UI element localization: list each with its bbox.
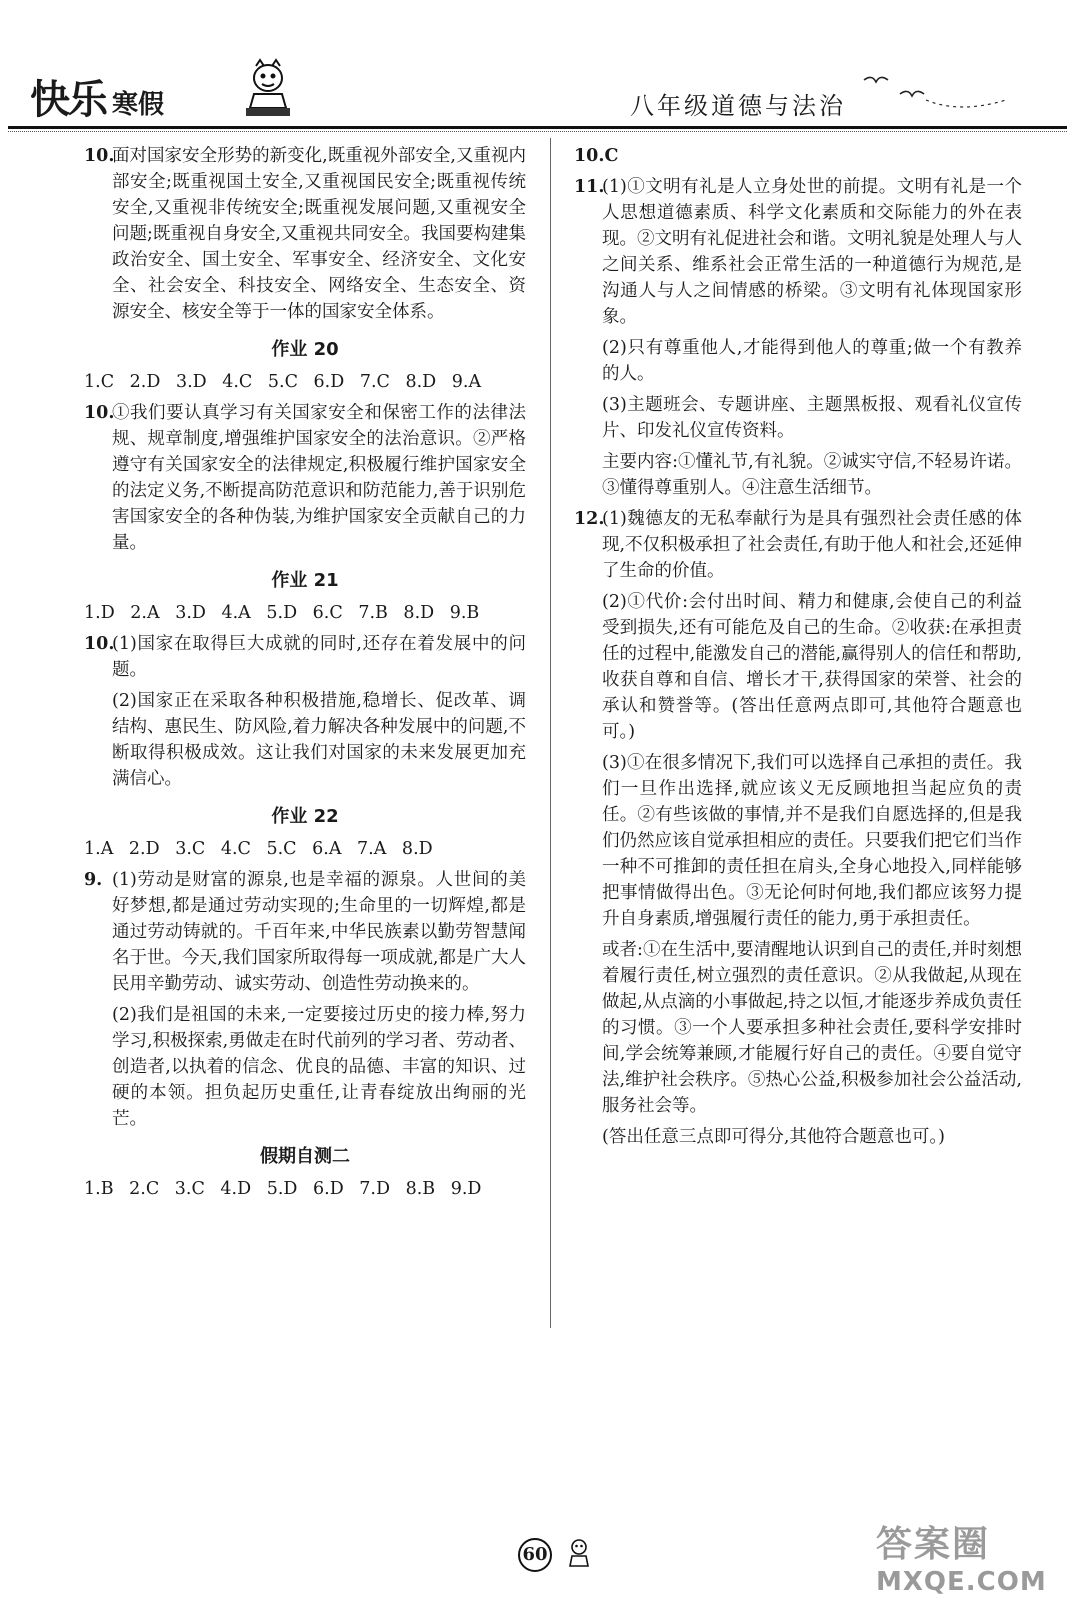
answer-item	[84, 631, 526, 683]
answer-paragraph: (答出任意三点即可得分,其他符合题意也可。)	[602, 1127, 945, 1147]
choice-answers: 10.C	[574, 146, 619, 166]
answer-paragraph: (3)主题班会、专题讲座、主题黑板报、观看礼仪宣传片、印发礼仪宣传资料。	[602, 395, 1022, 441]
question-number: 10.	[84, 146, 115, 166]
page-header	[0, 0, 1075, 132]
section-heading: 作业 21	[271, 570, 339, 591]
section-heading: 作业 22	[271, 806, 339, 827]
choice-answers: 1.B 2.C 3.C 4.D 5.D 6.D 7.D 8.B 9.D	[84, 1179, 482, 1199]
answer-item	[84, 867, 526, 997]
answer-item	[574, 506, 1022, 584]
choice-answers: 1.A 2.D 3.C 4.C 5.C 6.A 7.A 8.D	[84, 839, 433, 859]
footer-mascot-icon	[566, 1538, 592, 1570]
watermark-url: MXQE.COM	[876, 1567, 1047, 1597]
question-number: 10.	[84, 403, 115, 423]
header-rule	[8, 126, 1067, 129]
watermark-title: 答案圈	[876, 1524, 991, 1565]
answer-item	[574, 174, 1022, 330]
answer-paragraph: 或者:①在生活中,要清醒地认识到自己的责任,并时刻想着履行责任,树立强烈的责任意识。②从我做起,从现在做起,从点滴的小事做起,持之以恒,才能逐步养成负责任的习惯。③一个人要承担多种社会责任,要科学安排时间,学会统筹兼顾,才能履行好自己的责任。④要自觉守法,维护社会秩序。⑤热心公益,积极参加社会公益活动,服务社会等。	[602, 940, 1022, 1116]
subject-title: 八年级道德与法治	[630, 92, 846, 120]
logo-sub-text: 寒假	[112, 90, 165, 120]
answer-text: (1)魏德友的无私奉献行为是具有强烈社会责任感的体现,不仅积极承担了社会责任,有助于他人和社会,还延伸了生命的价值。	[602, 509, 1022, 581]
answer-text: (1)①文明有礼是人立身处世的前提。文明有礼是一个人思想道德素质、科学文化素质和交际能力的外在表现。②文明有礼促进社会和谐。文明礼貌是处理人与人之间关系、维系社会正常生活的一种道德行为规范,是沟通人与人之间情感的桥梁。③文明有礼体现国家形象。	[602, 177, 1022, 327]
answer-paragraph: (3)①在很多情况下,我们可以选择自己承担的责任。我们一旦作出选择,就应该义无反顾地担当起应负的责任。②有些该做的事情,并不是我们自愿选择的,但是我们仍然应该自觉承担相应的责任。只要我们把它们当作一种不可推卸的责任担在肩头,全身心地投入,同样能够把事情做得出色。③无论何时何地,我们都应该努力提升自身素质,增强履行责任的能力,勇于承担责任。	[602, 753, 1022, 929]
answer-text: 面对国家安全形势的新变化,既重视外部安全,又重视内部安全;既重视国土安全,又重视国民安全;既重视传统安全,又重视非传统安全;既重视发展问题,又重视安全问题;既重视自身安全,又重视共同安全。我国要构建集政治安全、国土安全、军事安全、经济安全、文化安全、社会安全、科技安全、网络安全、生态安全、资源安全、核安全等于一体的国家安全体系。	[112, 146, 526, 322]
answer-item	[84, 400, 526, 556]
page-number	[518, 1538, 552, 1572]
answer-text: (1)劳动是财富的源泉,也是幸福的源泉。人世间的美好梦想,都是通过劳动实现的;生命里的一切辉煌,都是通过劳动铸就的。千百年来,中华民族素以勤劳智慧闻名于世。今天,我们国家所取得每一项成就,都是广大人民用辛勤劳动、诚实劳动、创造性劳动换来的。	[112, 870, 526, 994]
section-heading: 作业 20	[271, 339, 339, 360]
choice-answers: 1.C 2.D 3.D 4.C 5.C 6.D 7.C 8.D 9.A	[84, 372, 482, 392]
question-number: 11.	[574, 177, 605, 197]
birds-decoration-icon	[860, 70, 1010, 120]
page-number-circle: 60	[518, 1538, 552, 1572]
header-dotted-rule	[8, 131, 1067, 132]
answer-paragraph: (2)①代价:会付出时间、精力和健康,会使自己的利益受到损失,还有可能危及自己的生命。②收获:在承担责任的过程中,能激发自己的潜能,赢得别人的信任和帮助,收获自尊和自信、增长才干,获得国家的荣誉、社会的承认和赞誉等。(答出任意两点即可,其他符合题意也可。)	[602, 592, 1022, 742]
answer-text: (1)国家在取得巨大成就的同时,还存在着发展中的问题。	[112, 634, 526, 680]
logo-main-text: 快乐	[30, 77, 106, 123]
answer-paragraph: (2)只有尊重他人,才能得到他人的尊重;做一个有教养的人。	[602, 338, 1022, 384]
watermark	[876, 1516, 1047, 1597]
choice-answers: 1.D 2.A 3.D 4.A 5.D 6.C 7.B 8.D 9.B	[84, 603, 480, 623]
left-column	[84, 138, 526, 1207]
answer-paragraph: (2)国家正在采取各种积极措施,稳增长、促改革、调结构、惠民生、防风险,着力解决各种发展中的问题,不断取得积极成效。这让我们对国家的未来发展更加充满信心。	[112, 691, 526, 789]
question-number: 12.	[574, 509, 605, 529]
right-column	[574, 138, 1022, 1155]
answer-text: ①我们要认真学习有关国家安全和保密工作的法律法规、规章制度,增强维护国家安全的法治意识。②严格遵守有关国家安全的法律规定,积极履行维护国家安全的法定义务,不断提高防范意识和防范能力,善于识别危害国家安全的各种伪装,为维护国家安全贡献自己的力量。	[112, 403, 526, 553]
question-number: 10.	[84, 634, 115, 654]
mascot-icon	[238, 58, 298, 120]
answer-paragraph: 主要内容:①懂礼节,有礼貌。②诚实守信,不轻易许诺。③懂得尊重别人。④注意生活细节。	[602, 452, 1022, 498]
answer-item	[84, 143, 526, 325]
question-number: 9.	[84, 870, 103, 890]
column-divider	[550, 138, 551, 1328]
brand-logo	[30, 68, 164, 125]
section-heading: 假期自测二	[260, 1146, 350, 1167]
answer-paragraph: (2)我们是祖国的未来,一定要接过历史的接力棒,努力学习,积极探索,勇做走在时代前列的学习者、劳动者、创造者,以执着的信念、优良的品德、丰富的知识、过硬的本领。担负起历史重任,让青春绽放出绚丽的光芒。	[112, 1005, 526, 1129]
